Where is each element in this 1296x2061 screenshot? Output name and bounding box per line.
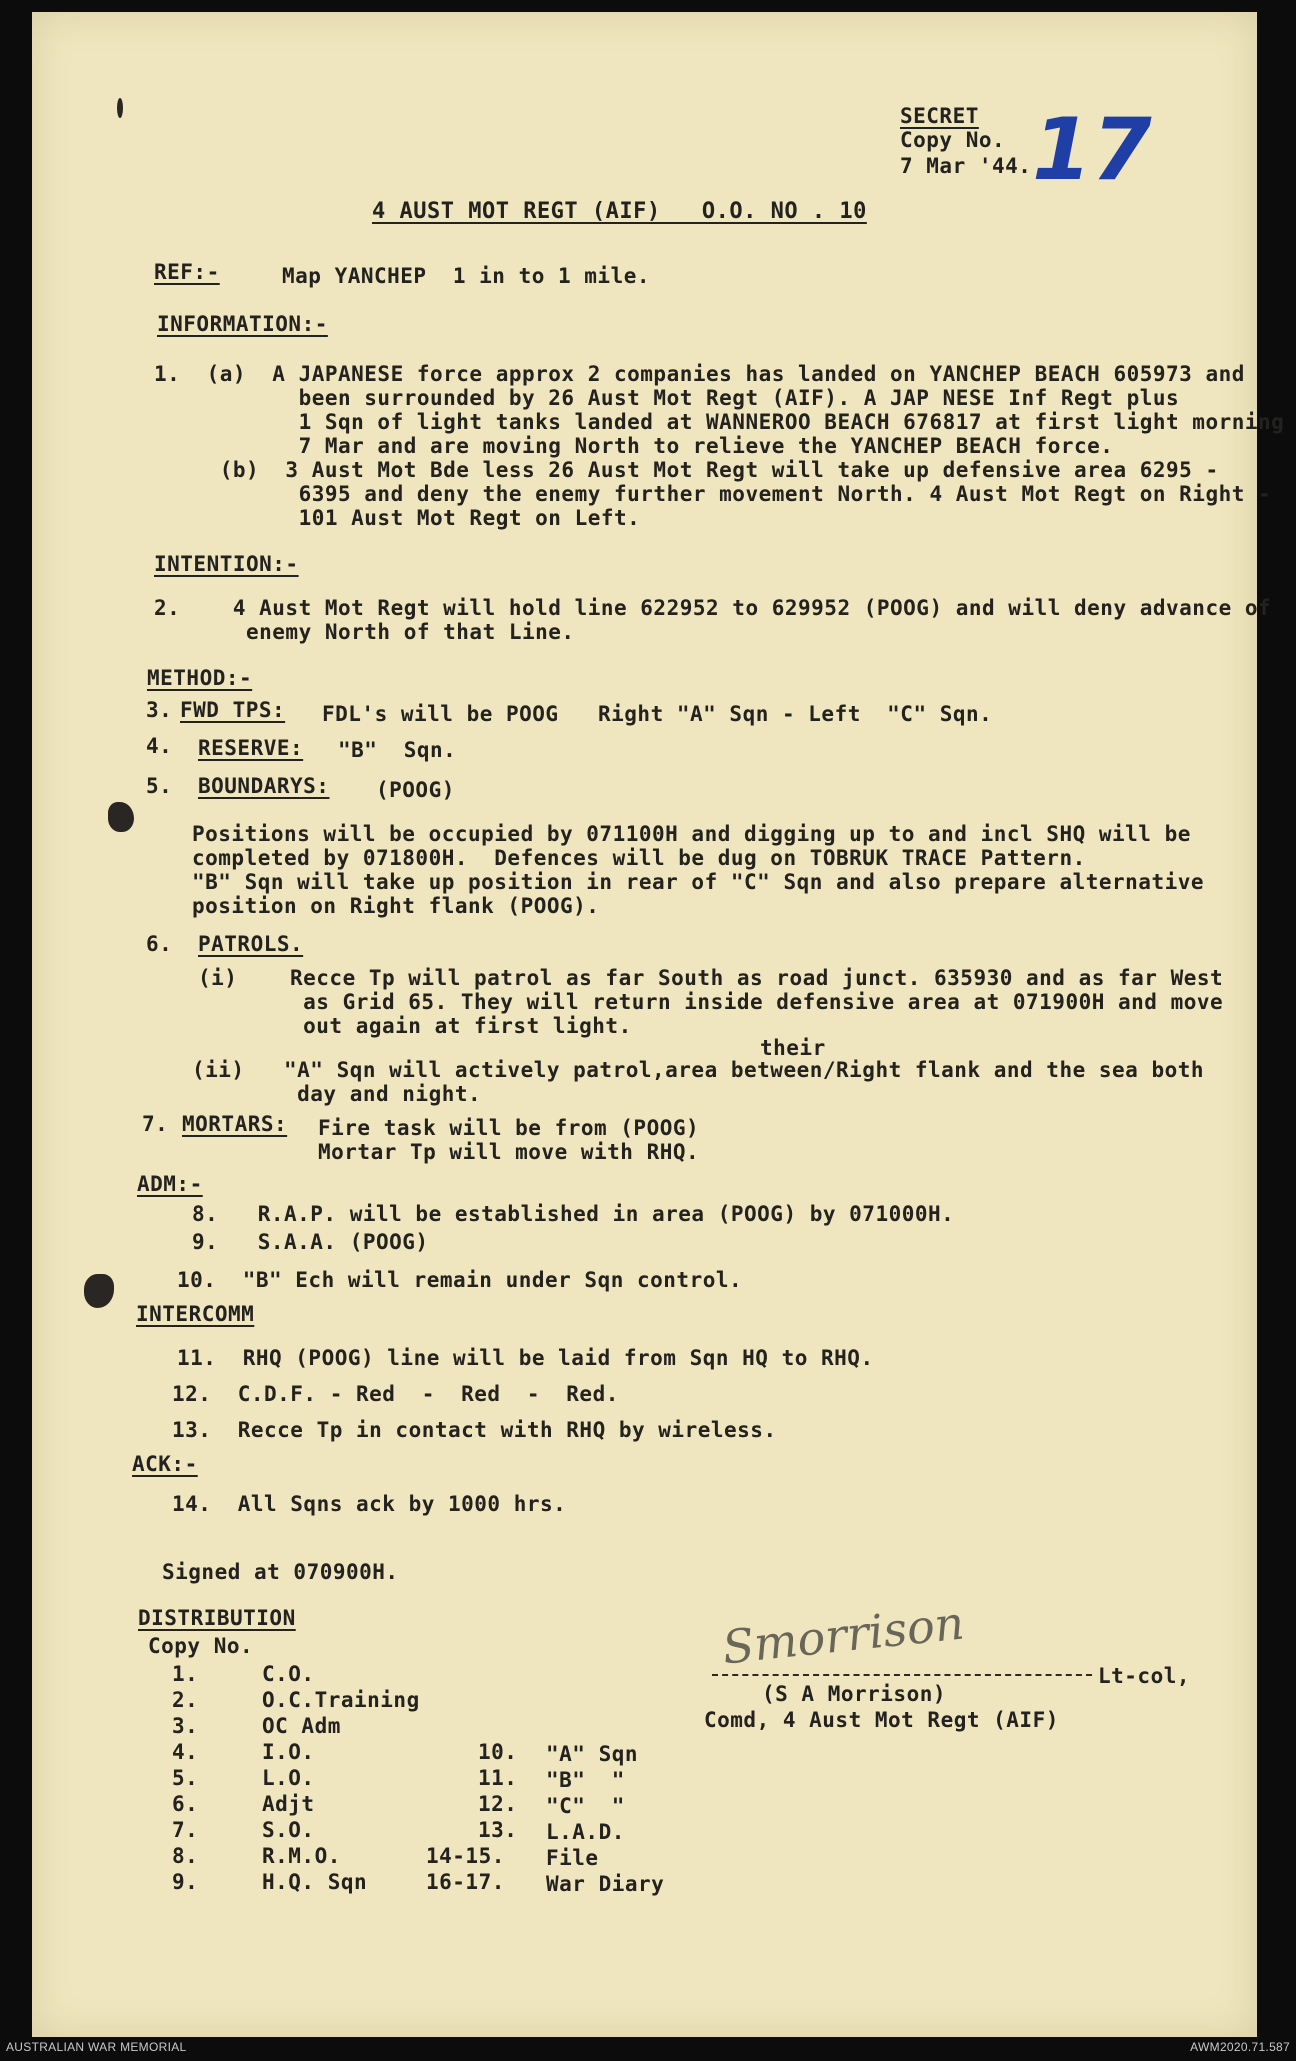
distribution-number: 12.: [478, 1792, 518, 1816]
distribution-recipient: "A" Sqn: [546, 1742, 639, 1766]
intercomm-line: 12. C.D.F. - Red - Red - Red.: [172, 1382, 619, 1406]
boundarys-number: 5.: [146, 774, 173, 798]
distribution-number: 1.: [172, 1662, 199, 1686]
distribution-number: 5.: [172, 1766, 199, 1790]
mortars-line: Mortar Tp will move with RHQ.: [318, 1140, 700, 1164]
information-line: 1 Sqn of light tanks landed at WANNEROO BEACH 676817 at first light morning: [154, 410, 1285, 434]
fwd-tps-text: FDL's will be POOG Right "A" Sqn - Left "C" Sqn.: [322, 702, 993, 726]
intercomm-line: 11. RHQ (POOG) line will be laid from Sqn HQ to RHQ.: [177, 1346, 874, 1370]
patrol-i-line: out again at first light.: [198, 1014, 632, 1038]
distribution-recipient: OC Adm: [262, 1714, 341, 1738]
distribution-recipient: H.Q. Sqn: [262, 1870, 368, 1894]
distribution-recipient: R.M.O.: [262, 1844, 341, 1868]
information-heading: INFORMATION:-: [157, 312, 328, 336]
boundarys-text: (POOG): [376, 778, 455, 802]
information-line: 1. (a) A JAPANESE force approx 2 companies has landed on YANCHEP BEACH 605973 and: [154, 362, 1245, 386]
distribution-recipient: I.O.: [262, 1740, 315, 1764]
mortars-label: MORTARS:: [182, 1112, 288, 1136]
ack-line: 14. All Sqns ack by 1000 hrs.: [172, 1492, 567, 1516]
distribution-recipient: S.O.: [262, 1818, 315, 1842]
signatory-title: Comd, 4 Aust Mot Regt (AIF): [704, 1708, 1059, 1732]
signatory-name: (S A Morrison): [762, 1682, 947, 1706]
distribution-recipient: C.O.: [262, 1662, 315, 1686]
positions-line: position on Right flank (POOG).: [192, 894, 600, 918]
distribution-number: 10.: [478, 1740, 518, 1764]
fwd-tps-label: FWD TPS:: [180, 698, 286, 722]
intention-heading: INTENTION:-: [154, 552, 299, 576]
distribution-number: 13.: [478, 1818, 518, 1842]
distribution-recipient: L.A.D.: [546, 1820, 625, 1844]
mortars-line: Fire task will be from (POOG): [318, 1116, 700, 1140]
intention-line: enemy North of that Line.: [154, 620, 575, 644]
signatory-rank: Lt-col,: [1098, 1664, 1191, 1688]
distribution-recipient: War Diary: [546, 1872, 665, 1896]
patrol-i-line: as Grid 65. They will return inside defensive area at 071900H and move: [198, 990, 1224, 1014]
boundarys-label: BOUNDARYS:: [198, 774, 330, 798]
page-title: 4 AUST MOT REGT (AIF) O.O. NO . 10: [372, 199, 867, 224]
patrol-i-line: (i) Recce Tp will patrol as far South as road junct. 635930 and as far West: [198, 966, 1224, 990]
punch-mark: [108, 802, 134, 832]
distribution-recipient: O.C.Training: [262, 1688, 420, 1712]
method-heading: METHOD:-: [147, 666, 253, 690]
information-line: been surrounded by 26 Aust Mot Regt (AIF). A JAP NESE Inf Regt plus: [154, 386, 1180, 410]
signature-scrawl: Smorrison: [719, 1595, 967, 1675]
patrols-number: 6.: [146, 932, 173, 956]
adm-heading: ADM:-: [137, 1172, 203, 1196]
distribution-copy-label: Copy No.: [148, 1634, 254, 1658]
ref-heading: REF:-: [154, 260, 220, 284]
document-page: [32, 12, 1285, 2037]
adm-line: 9. S.A.A. (POOG): [192, 1230, 429, 1254]
distribution-number: 4.: [172, 1740, 199, 1764]
intercomm-heading: INTERCOMM: [136, 1302, 255, 1326]
secret-marking: SECRET: [900, 104, 979, 128]
intercomm-line: 13. Recce Tp in contact with RHQ by wireless.: [172, 1418, 777, 1442]
intention-line: 2. 4 Aust Mot Regt will hold line 622952 to 629952 (POOG) and will deny advance of: [154, 596, 1272, 620]
patrol-ii-line: (ii) "A" Sqn will actively patrol,area between/Right flank and the sea both: [192, 1058, 1205, 1082]
information-line: (b) 3 Aust Mot Bde less 26 Aust Mot Regt will take up defensive area 6295 -: [154, 458, 1219, 482]
ack-heading: ACK:-: [132, 1452, 198, 1476]
date: 7 Mar '44.: [900, 154, 1032, 178]
adm-line: 8. R.A.P. will be established in area (POOG) by 071000H.: [192, 1202, 955, 1226]
reserve-label: RESERVE:: [198, 736, 304, 760]
distribution-recipient: "B" ": [546, 1768, 625, 1792]
positions-line: completed by 071800H. Defences will be dug on TOBRUK TRACE Pattern.: [192, 846, 1086, 870]
reserve-text: "B" Sqn.: [338, 738, 457, 762]
positions-line: "B" Sqn will take up position in rear of "C" Sqn and also prepare alternative: [192, 870, 1205, 894]
information-line: 101 Aust Mot Regt on Left.: [154, 506, 641, 530]
mortars-number: 7.: [142, 1112, 169, 1136]
distribution-recipient: Adjt: [262, 1792, 315, 1816]
positions-line: Positions will be occupied by 071100H and digging up to and incl SHQ will be: [192, 822, 1191, 846]
distribution-number: 3.: [172, 1714, 199, 1738]
distribution-recipient: File: [546, 1846, 599, 1870]
distribution-number: 11.: [478, 1766, 518, 1790]
punch-mark: [84, 1274, 114, 1308]
fwd-tps-number: 3.: [146, 698, 173, 722]
copy-number-handwritten: 17: [1032, 100, 1152, 200]
distribution-recipient: "C" ": [546, 1794, 625, 1818]
copy-number-label: Copy No.: [900, 128, 1006, 152]
distribution-number: 9.: [172, 1870, 199, 1894]
signature-line: [712, 1674, 1092, 1676]
patrol-ii-line: day and night.: [192, 1082, 482, 1106]
information-line: 6395 and deny the enemy further movement North. 4 Aust Mot Regt on Right -: [154, 482, 1272, 506]
distribution-number: 2.: [172, 1688, 199, 1712]
distribution-number: 14-15.: [426, 1844, 505, 1868]
adm-line: 10. "B" Ech will remain under Sqn control.: [177, 1268, 743, 1292]
ref-text: Map YANCHEP 1 in to 1 mile.: [282, 264, 651, 288]
punch-mark: [117, 98, 123, 118]
signed-line: Signed at 070900H.: [162, 1560, 399, 1584]
distribution-heading: DISTRIBUTION: [138, 1606, 296, 1630]
distribution-number: 7.: [172, 1818, 199, 1842]
information-line: 7 Mar and are moving North to relieve the YANCHEP BEACH force.: [154, 434, 1114, 458]
footer-credit: AUSTRALIAN WAR MEMORIAL: [6, 2040, 187, 2054]
reserve-number: 4.: [146, 734, 173, 758]
distribution-recipient: L.O.: [262, 1766, 315, 1790]
distribution-number: 6.: [172, 1792, 199, 1816]
distribution-number: 16-17.: [426, 1870, 505, 1894]
patrol-ii-insertion: their: [760, 1036, 826, 1060]
distribution-number: 8.: [172, 1844, 199, 1868]
footer-accession-number: AWM2020.71.587: [1190, 2040, 1290, 2054]
patrols-label: PATROLS.: [198, 932, 304, 956]
